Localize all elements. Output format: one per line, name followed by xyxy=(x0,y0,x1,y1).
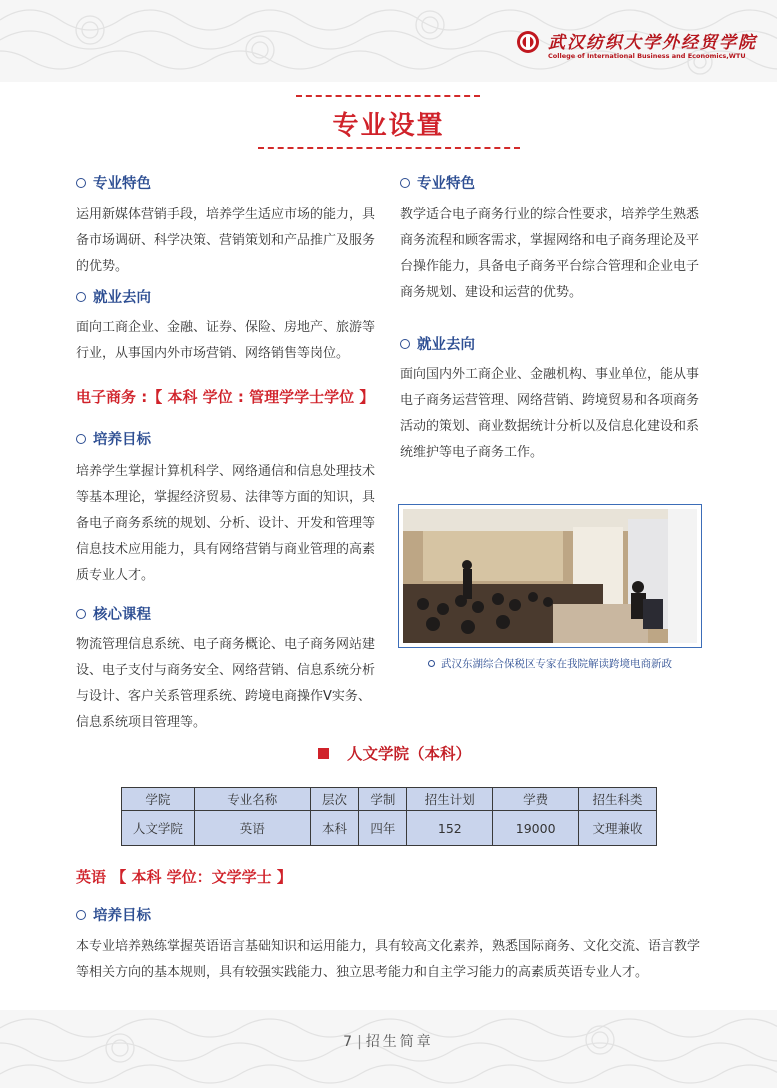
bullet-circle-icon xyxy=(76,434,86,444)
title-divider-top xyxy=(296,95,480,97)
humanities-section-title: 人文学院（本科） xyxy=(318,742,471,764)
table-header-cell: 招生科类 xyxy=(579,788,657,811)
page-title: 专业设置 xyxy=(332,111,445,141)
bullet-circle-icon xyxy=(76,292,86,302)
table-header-cell: 专业名称 xyxy=(194,788,310,811)
table-header-cell: 招生计划 xyxy=(407,788,493,811)
page-title-block xyxy=(0,92,777,152)
ecommerce-course-text: 物流管理信息系统、电子商务概论、电子商务网站建设、电子支付与商务安全、网络营销、信息系统分析与设计、客户关系管理系统、跨境电商操作Ⅴ实务、信息系统项目管理等。 xyxy=(76,637,376,730)
table-cell: 152 xyxy=(407,811,493,846)
footer-label: 招生简章 xyxy=(365,1034,434,1050)
table-header-cell: 学费 xyxy=(493,788,579,811)
school-name-en: College of International Business and Economics,WTU xyxy=(548,52,746,60)
english-goal-text: 本专业培养熟练掌握英语语言基础知识和运用能力，具有较高文化素养，熟悉国际商务、文化交流、语言教学等相关方向的基本规则，具有较强实践能力、独立思考能力和自主学习能力的高素质英语专业人才。 xyxy=(76,939,701,980)
table-cell: 人文学院 xyxy=(122,811,195,846)
right-career-text: 面向国内外工商企业、金融机构、事业单位，能从事电子商务运营管理、网络营销、跨境贸易和各项商务活动的策划、商业数据统计分析以及信息化建设和系统维护等电子商务工作。 xyxy=(400,367,700,460)
page-footer xyxy=(0,1031,777,1051)
ecommerce-goal-text: 培养学生掌握计算机科学、网络通信和信息处理技术等基本理论，掌握经济贸易、法律等方面的知识，具备电子商务系统的规划、分析、设计、开发和管理等信息技术应用能力，具有网络营销与商业管理的高素质专业人才。 xyxy=(76,464,376,583)
bullet-circle-icon xyxy=(76,178,86,188)
english-goal-heading: 培养目标 xyxy=(76,904,151,925)
admission-table xyxy=(121,787,657,846)
footer-divider: | xyxy=(357,1034,362,1050)
left-career-text: 面向工商企业、金融、证券、保险、房地产、旅游等行业，从事国内外市场营销、网络销售等岗位。 xyxy=(76,320,376,361)
square-bullet-icon xyxy=(318,748,329,759)
bullet-circle-icon xyxy=(428,660,435,667)
table-cell: 本科 xyxy=(310,811,359,846)
school-logo-icon xyxy=(516,30,540,54)
table-cell: 四年 xyxy=(359,811,407,846)
left-feature-text: 运用新媒体营销手段，培养学生适应市场的能力，具备市场调研、科学决策、营销策划和产品推广及服务的优势。 xyxy=(76,207,376,274)
left-feature-heading: 专业特色 xyxy=(76,172,151,193)
ecommerce-goal-heading: 培养目标 xyxy=(76,428,151,449)
school-name-cn: 武汉纺织大学外经贸学院 xyxy=(548,33,757,53)
table-cell: 英语 xyxy=(194,811,310,846)
title-divider-bottom xyxy=(258,147,520,149)
bullet-circle-icon xyxy=(76,910,86,920)
table-row xyxy=(122,811,657,846)
lecture-photo xyxy=(398,504,702,648)
table-cell: 文理兼收 xyxy=(579,811,657,846)
bullet-circle-icon xyxy=(400,339,410,349)
bullet-circle-icon xyxy=(76,609,86,619)
bullet-circle-icon xyxy=(400,178,410,188)
photo-caption: 武汉东湖综合保税区专家在我院解读跨境电商新政 xyxy=(428,656,672,671)
right-career-heading: 就业去向 xyxy=(400,333,475,354)
table-header-cell: 学院 xyxy=(122,788,195,811)
right-feature-text: 教学适合电子商务行业的综合性要求，培养学生熟悉商务流程和顾客需求，掌握网络和电子商务理论及平台操作能力，具备电子商务平台综合管理和企业电子商务规划、建设和运营的优势。 xyxy=(400,207,700,300)
english-major-title: 英语 【 本科 学位：文学学士 】 xyxy=(76,868,292,886)
lecture-hall-image xyxy=(403,509,697,643)
table-cell: 19000 xyxy=(493,811,579,846)
page-number: 7 xyxy=(343,1034,356,1050)
table-header-row xyxy=(122,788,657,811)
ecommerce-course-heading: 核心课程 xyxy=(76,603,151,624)
table-header-cell: 学制 xyxy=(359,788,407,811)
ecommerce-major-title: 电子商务 :【 本科 学位 : 管理学学士学位 】 xyxy=(76,388,375,406)
left-career-heading: 就业去向 xyxy=(76,286,151,307)
right-feature-heading: 专业特色 xyxy=(400,172,475,193)
table-header-cell: 层次 xyxy=(310,788,359,811)
